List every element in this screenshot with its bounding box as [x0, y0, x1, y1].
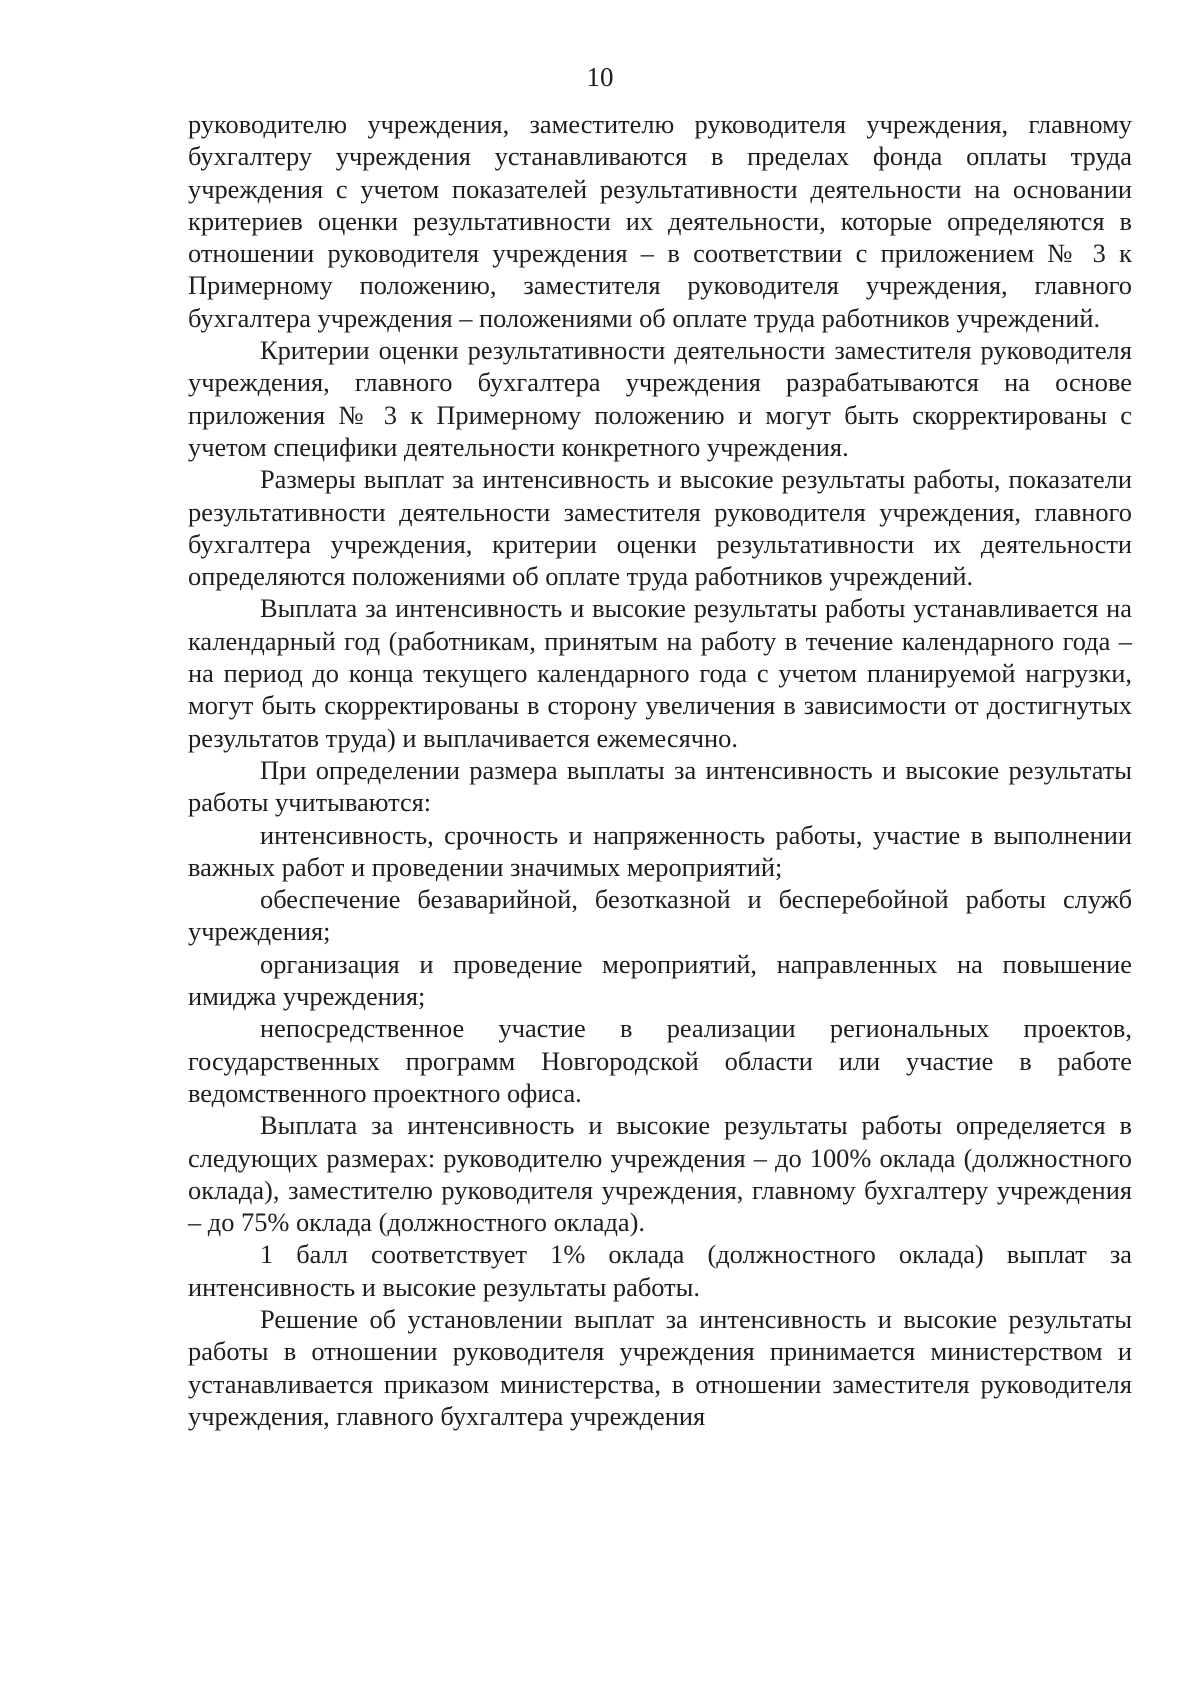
paragraph-determination-intro: При определении размера выплаты за интенсивность и высокие результаты работы учитываются: [188, 754, 1132, 818]
list-item-intensity: интенсивность, срочность и напряженность работы, участие в выполнении важных работ и проведении значимых мероприятий; [188, 819, 1132, 882]
list-item-projects: непосредственное участие в реализации региональных проектов, государственных программ Новгородской области или участие в работе ведомственного проектного офиса. [188, 1013, 1132, 1108]
list-item-reliability: обеспечение безаварийной, безотказной и бесперебойной работы служб учреждения; [188, 884, 1132, 947]
paragraph-decision: Решение об установлении выплат за интенсивность и высокие результаты работы в отношении руководителя учреждения принимается министерством и устанавливается приказом министерства, в отношении заместителя руководителя учреждения, главного бухгалтера учреждения [188, 1303, 1132, 1431]
document-body [188, 108, 1132, 1432]
paragraph-payment-period: Выплата за интенсивность и высокие результаты работы устанавливается на календарный год (работникам, принятым на работу в течение календарного года – на период до конца текущего календарного года с учетом планируемой нагрузки, могут быть скорректированы в сторону увеличения в зависимости от достигнутых результатов труда) и выплачивается ежемесячно. [188, 593, 1132, 753]
paragraph-payment-amounts: Выплата за интенсивность и высокие результаты работы определяется в следующих размерах: руководителю учреждения – до 100% оклада (должностного оклада), заместителю руководителя учреждения, главному бухгалтеру учреждения – до 75% оклада (должностного оклада). [188, 1110, 1132, 1238]
paragraph-criteria: Критерии оценки результативности деятельности заместителя руководителя учреждения, главного бухгалтера учреждения разрабатываются на основе приложения № 3 к Примерному положению и могут быть скорректированы с учетом специфики деятельности конкретного учреждения. [188, 335, 1132, 462]
page-number: 10 [586, 62, 614, 92]
paragraph-payment-sizes: Размеры выплат за интенсивность и высокие результаты работы, показатели результативности деятельности заместителя руководителя учреждения, главного бухгалтера учреждения, критерии оценки результативности их деятельности определяются положениями об оплате труда работников учреждений. [188, 464, 1132, 592]
list-item-image: организация и проведение мероприятий, направленных на повышение имиджа учреждения; [188, 948, 1132, 1012]
paragraph-continuation: руководителю учреждения, заместителю руководителя учреждения, главному бухгалтеру учреждения устанавливаются в пределах фонда оплаты труда учреждения с учетом показателей результативности деятельности на основании критериев оценки результативности их деятельности, которые определяются в отношении руководителя учреждения – в соответствии с приложением № 3 к Примерному положению, заместителя руководителя учреждения, главного бухгалтера учреждения – положениями об оплате труда работников учреждений. [188, 109, 1132, 333]
paragraph-point-value: 1 балл соответствует 1% оклада (должностного оклада) выплат за интенсивность и высокие результаты работы. [188, 1239, 1132, 1302]
